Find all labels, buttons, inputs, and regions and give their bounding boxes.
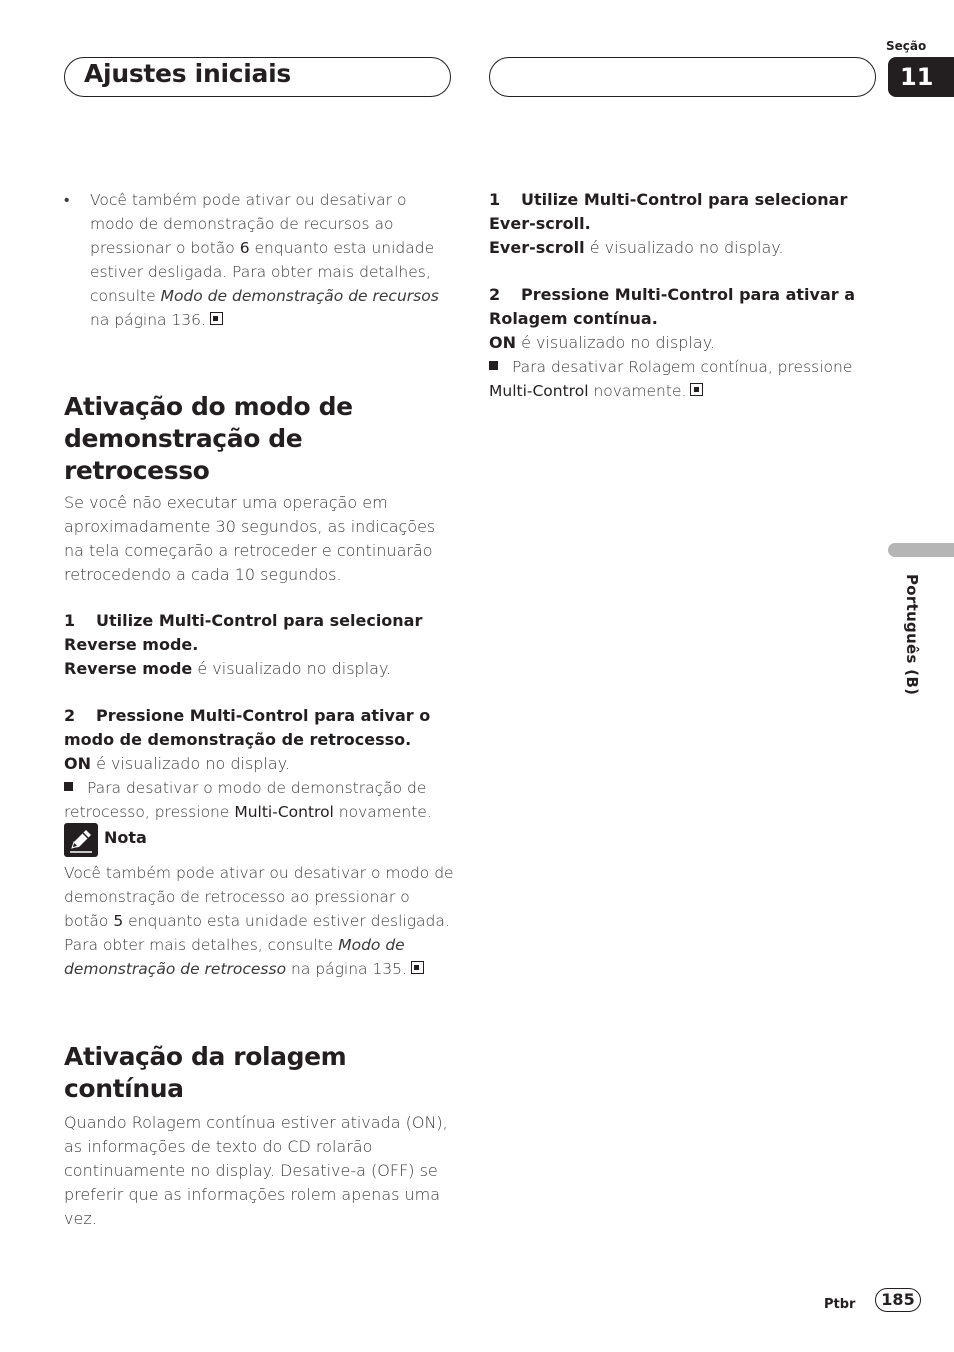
section2-title: Ativação da rolagem contínua	[64, 1042, 347, 1103]
intro-text-1: Você também pode ativar ou desativar o modo de demonstração de recursos ao pressionar o botão	[90, 191, 407, 257]
step-text: Pressione Multi-Control para ativar o modo de demonstração de retrocesso.	[64, 706, 431, 749]
right-step1	[489, 188, 879, 236]
footer-language-code: Ptbr	[824, 1297, 856, 1312]
nota-label: Nota	[104, 828, 147, 847]
step-number: 1	[489, 190, 501, 209]
bullet-marker: •	[64, 191, 70, 209]
section1-title: Ativação do modo de demonstração de retrocesso	[64, 392, 353, 485]
note-text-2: novamente.	[588, 382, 687, 400]
section-label: Seção	[886, 39, 927, 53]
section2	[64, 1041, 456, 1231]
intro-reference: Modo de demonstração de recursos	[160, 287, 439, 305]
result-value: Reverse mode	[64, 659, 193, 678]
nota-text-2: enquanto esta unidade estiver desligada. Para obter mais detalhes, consulte	[64, 912, 450, 954]
intro-button-number: 6	[239, 239, 250, 257]
step-text: Utilize Multi-Control para selecionar Reverse mode.	[64, 611, 423, 654]
section-number-badge: 11	[888, 57, 954, 97]
result-text: é visualizado no display.	[584, 238, 784, 257]
section2-body: Quando Rolagem contínua estiver ativada (ON), as informações de texto do CD rolarão continuamente no display. Desative-a (OFF) se preferir que as informações rolem apenas uma vez.	[64, 1113, 448, 1228]
end-mark-icon	[411, 961, 424, 974]
intro-text-3: na página 136.	[90, 311, 206, 329]
right-step2-note	[489, 355, 879, 403]
result-text: é visualizado no display.	[192, 659, 392, 678]
nota-text-3: na página 135.	[286, 960, 407, 978]
step-number: 2	[64, 706, 76, 725]
left-column	[64, 188, 454, 332]
section1-body: Se você não executar uma operação em aproximadamente 30 segundos, as indicações na tela começarão a retroceder e continuarão retrocedendo a cada 10 segundos.	[64, 493, 436, 584]
nota-reference: Modo de demonstração de retrocesso	[64, 936, 405, 978]
note-text-1: Para desativar Rolagem contínua, pressione	[512, 358, 853, 376]
result-text: é visualizado no display.	[516, 333, 715, 352]
result-text: é visualizado no display.	[91, 754, 290, 773]
section1-step2-note	[64, 776, 456, 824]
result-value: Ever-scroll	[489, 238, 585, 257]
intro-text-2: enquanto esta unidade estiver desligada. Para obter mais detalhes, consulte	[90, 239, 435, 305]
note-bold: Multi-Control	[489, 382, 589, 400]
section1-step2	[64, 704, 456, 752]
square-bullet-icon	[64, 782, 73, 791]
nota-body	[64, 861, 454, 981]
section1-step1-result	[64, 657, 456, 681]
right-step2-result	[489, 331, 879, 355]
side-tab-bar	[888, 543, 954, 557]
right-step1-result	[489, 236, 879, 260]
square-bullet-icon	[489, 361, 498, 370]
section1	[64, 391, 456, 824]
section1-step2-result	[64, 752, 456, 776]
note-text-1: Para desativar o modo de demonstração de retrocesso, pressione	[64, 779, 427, 821]
step-number: 1	[64, 611, 76, 630]
step-text: Pressione Multi-Control para ativar a Rolagem contínua.	[489, 285, 856, 328]
page-number: 185	[875, 1288, 921, 1312]
note-text-2: novamente.	[333, 803, 432, 821]
step-text: Utilize Multi-Control para selecionar Ever-scroll.	[489, 190, 848, 233]
note-bold: Multi-Control	[234, 803, 334, 821]
result-value: ON	[64, 754, 91, 773]
end-mark-icon	[690, 383, 703, 396]
right-column	[489, 188, 879, 403]
header-right-frame	[489, 57, 876, 97]
intro-bullet	[64, 188, 454, 332]
result-value: ON	[489, 333, 516, 352]
step-number: 2	[489, 285, 501, 304]
nota-button-number: 5	[113, 912, 124, 930]
right-step2	[489, 283, 879, 331]
side-language-label: Português (B)	[903, 574, 921, 696]
section1-step1	[64, 609, 456, 657]
nota-text-1: Você também pode ativar ou desativar o modo de demonstração de retrocesso ao pressionar o botão	[64, 864, 454, 930]
end-mark-icon	[210, 312, 223, 325]
chapter-title: Ajustes iniciais	[84, 59, 291, 88]
pencil-note-icon	[64, 823, 98, 857]
